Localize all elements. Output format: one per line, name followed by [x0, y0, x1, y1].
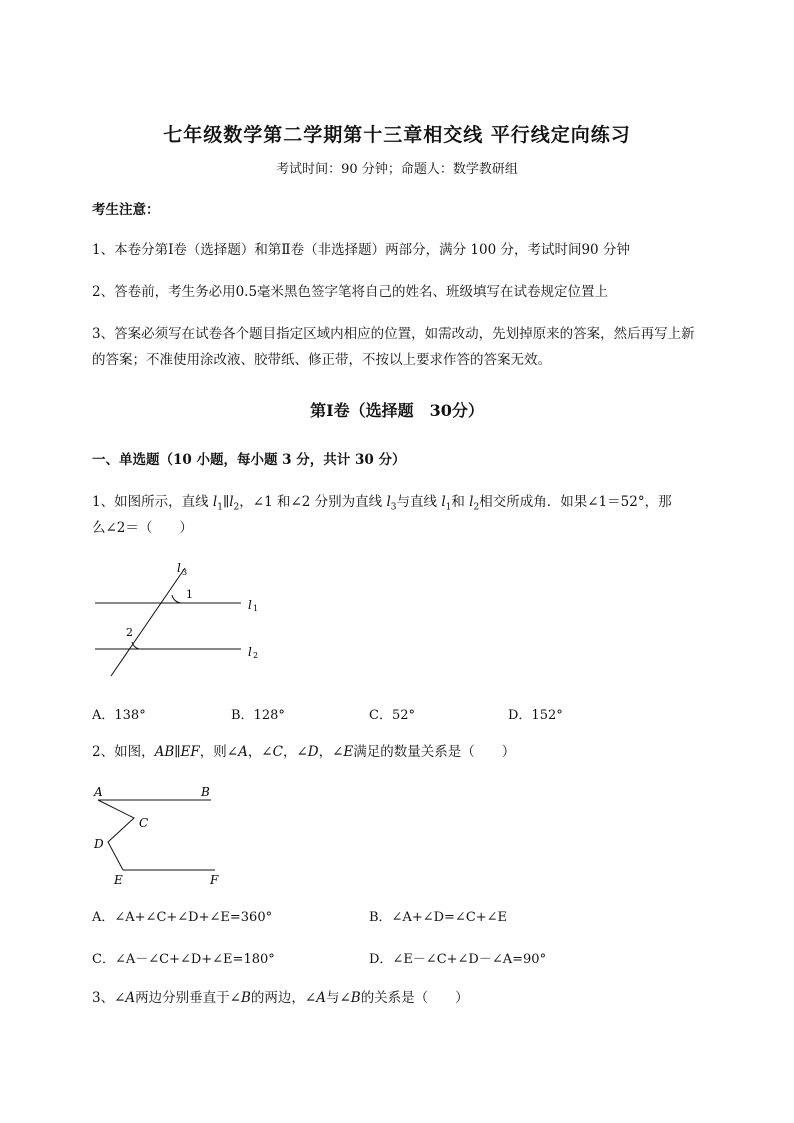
label-l1-sub: 1 [253, 604, 259, 613]
part-heading: 一、单选题（10 小题，每小题 3 分，共计 30 分） [92, 452, 406, 468]
label-l3-sub: 3 [182, 568, 188, 577]
q2-option-c[interactable]: C．∠A－∠C+∠D+∠E=180° [92, 952, 275, 967]
q1-option-c[interactable]: C．52° [369, 708, 415, 723]
question-1-figure [88, 560, 278, 685]
label-angle-2: 2 [126, 626, 133, 639]
question-3-text: 3、∠A两边分别垂直于∠B的两边，∠A与∠B的关系是（ ） [92, 990, 469, 1006]
page-title: 七年级数学第二学期第十三章相交线 平行线定向练习 [163, 124, 631, 146]
q2-option-b[interactable]: B．∠A+∠D=∠C+∠E [369, 910, 508, 925]
label-l1: l [248, 598, 252, 612]
label-point-e: E [114, 873, 123, 887]
label-point-a: A [94, 785, 103, 799]
line-l3 [111, 568, 188, 676]
q1-option-d[interactable]: D．152° [508, 708, 563, 723]
q2-option-a[interactable]: A．∠A+∠C+∠D+∠E=360° [92, 910, 273, 925]
segment-a-c-d-e [98, 800, 134, 870]
angle-1-arc [172, 595, 182, 603]
question-1-text-cont: 么∠2＝（ ） [92, 520, 193, 536]
question-1-text: 1、如图所示，直线 $l_1\parallel l_2$，∠1 和∠2 分别为直线 $l_3$与直线 $l_1$和 $l_2$相交所成角．如果∠1＝52°，那 [92, 494, 672, 513]
question-2-figure [88, 780, 238, 890]
label-l2: l [248, 645, 252, 659]
q2-option-d[interactable]: D．∠E－∠C+∠D－∠A=90° [369, 952, 547, 967]
label-point-d: D [94, 837, 104, 851]
notice-item-3: 3、答案必须写在试卷各个题目指定区域内相应的位置，如需改动，先划掉原来的答案，然后再写上新 [92, 326, 695, 342]
label-l3: l [177, 561, 181, 575]
notice-item-2: 2、答卷前，考生务必用0.5毫米黑色签字笔将自己的姓名、班级填写在试卷规定位置上 [92, 284, 609, 300]
q1-option-a[interactable]: A．138° [92, 708, 146, 723]
section-title: 第Ⅰ卷（选择题 30分） [310, 401, 484, 420]
label-angle-1: 1 [186, 588, 193, 601]
notice-item-1: 1、本卷分第Ⅰ卷（选择题）和第Ⅱ卷（非选择题）两部分，满分 100 分，考试时间90 分钟 [92, 242, 630, 258]
notice-heading: 考生注意： [92, 202, 160, 218]
notice-item-3-cont: 的答案；不准使用涂改液、胶带纸、修正带，不按以上要求作答的答案无效。 [92, 352, 551, 368]
label-point-b: B [201, 785, 210, 799]
q1-option-b[interactable]: B．128° [231, 708, 285, 723]
label-point-c: C [139, 816, 149, 830]
question-2-text: 2、如图，AB∥EF，则∠A，∠C，∠D，∠E满足的数量关系是（ ） [92, 744, 516, 760]
label-point-f: F [210, 873, 219, 887]
exam-info: 考试时间：90 分钟；命题人：数学教研组 [276, 162, 518, 177]
label-l2-sub: 2 [253, 651, 259, 660]
